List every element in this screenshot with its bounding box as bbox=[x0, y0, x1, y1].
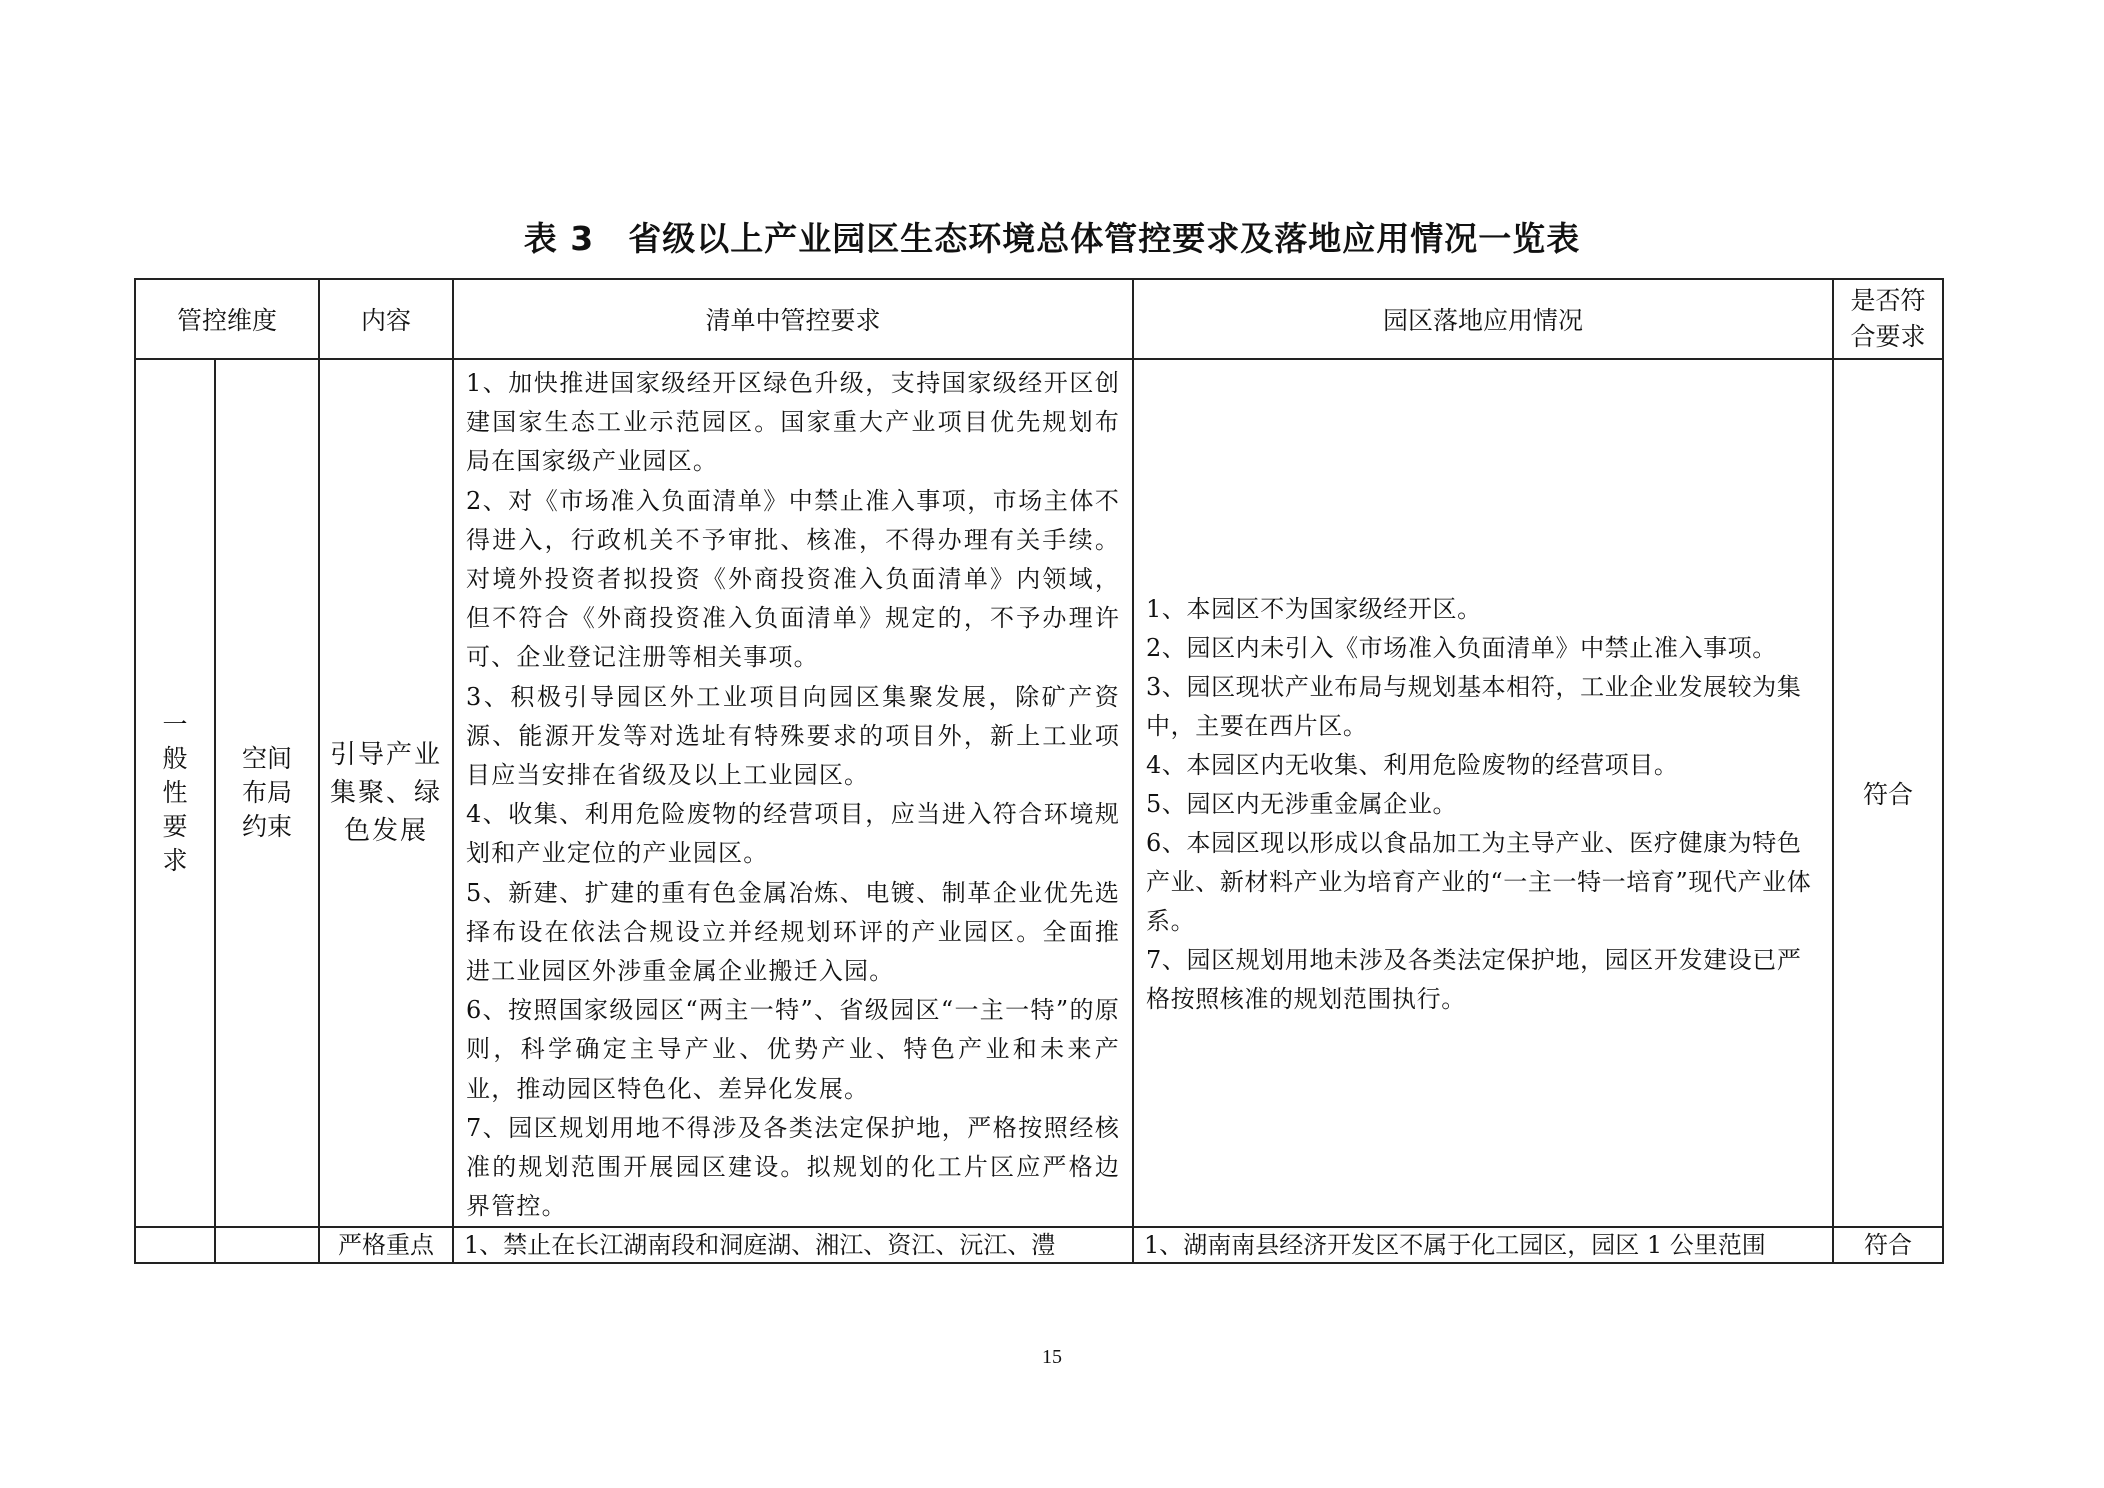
page-number: 15 bbox=[1042, 1346, 1062, 1368]
application-item: 4、本园区内无收集、利用危险废物的经营项目。 bbox=[1146, 751, 1679, 779]
dimension-char: 一 bbox=[162, 710, 188, 740]
header-application: 园区落地应用情况 bbox=[1133, 279, 1833, 359]
requirement-item: 2、对《市场准入负面清单》中禁止准入事项，市场主体不得进入，行政机关不予审批、核准，不得办理有关手续。对境外投资者拟投资《外商投资准入负面清单》内领域，但不符合《外商投资准入负面清单》规定的，不予办理许可、企业登记注册等相关事项。 bbox=[466, 486, 1121, 672]
content-line: 集聚、绿 bbox=[330, 778, 443, 809]
application-cell: 1、湖南南县经济开发区不属于化工园区，园区 1 公里范围 bbox=[1133, 1227, 1833, 1263]
application-item: 7、园区规划用地未涉及各类法定保护地，园区开发建设已严格按照核准的规划范围执行。 bbox=[1146, 946, 1802, 1013]
header-dimension: 管控维度 bbox=[135, 279, 319, 359]
content-line: 色发展 bbox=[344, 816, 429, 847]
requirement-item: 3、积极引导园区外工业项目向园区集聚发展，除矿产资源、能源开发等对选址有特殊要求的项目外，新上工业项目应当安排在省级及以上工业园区。 bbox=[466, 682, 1121, 790]
requirements-cell: 1、禁止在长江湖南段和洞庭湖、湘江、资江、沅江、澧 bbox=[453, 1227, 1133, 1263]
application-item: 2、园区内未引入《市场准入负面清单》中禁止准入事项。 bbox=[1146, 634, 1777, 662]
requirement-item: 4、收集、利用危险废物的经营项目，应当进入符合环境规划和产业定位的产业园区。 bbox=[466, 800, 1121, 868]
application-cell bbox=[1133, 359, 1833, 1227]
application-item: 5、园区内无涉重金属企业。 bbox=[1146, 790, 1458, 818]
application-item: 6、本园区现以形成以食品加工为主导产业、医疗健康为特色产业、新材料产业为培育产业的“一主一特一培育”现代产业体系。 bbox=[1146, 829, 1812, 935]
content-cell bbox=[319, 359, 453, 1227]
table-header-row bbox=[135, 279, 1943, 359]
header-content: 内容 bbox=[319, 279, 453, 359]
application-item: 3、园区现状产业布局与规划基本相符，工业企业发展较为集中，主要在西片区。 bbox=[1146, 673, 1802, 740]
content-line: 引导产业 bbox=[330, 740, 443, 771]
dimension-char: 求 bbox=[162, 846, 188, 876]
table-number: 表 3 bbox=[523, 219, 595, 258]
requirement-item: 5、新建、扩建的重有色金属冶炼、电镀、制革企业优先选择布设在依法合规设立并经规划环评的产业园区。全面推进工业园区外涉重金属企业搬迁入园。 bbox=[466, 878, 1121, 986]
requirements-cell bbox=[453, 359, 1133, 1227]
application-item: 1、本园区不为国家级经开区。 bbox=[1146, 595, 1482, 623]
requirement-item: 6、按照国家级园区“两主一特”、省级园区“一主一特”的原则，科学确定主导产业、优势产业、特色产业和未来产业，推动园区特色化、差异化发展。 bbox=[466, 996, 1121, 1103]
control-requirements-table bbox=[134, 278, 1944, 1264]
page-title bbox=[0, 213, 2104, 260]
header-compliance-line1: 是否符 bbox=[1850, 286, 1926, 315]
compliance-cell: 符合 bbox=[1833, 1227, 1943, 1263]
dimension-line: 布局 bbox=[242, 778, 293, 808]
requirement-item: 1、加快推进国家级经开区绿色升级，支持国家级经开区创建国家生态工业示范园区。国家重大产业项目优先规划布局在国家级产业园区。 bbox=[466, 369, 1121, 476]
content-cell: 严格重点 bbox=[319, 1227, 453, 1263]
dimension-char: 性 bbox=[162, 778, 188, 808]
dimension-char: 要 bbox=[162, 812, 188, 842]
dimension-spatial-cell bbox=[215, 359, 319, 1227]
header-compliance-line2: 合要求 bbox=[1850, 322, 1926, 351]
dimension-general-cell bbox=[135, 359, 215, 1227]
table-title-text: 省级以上产业园区生态环境总体管控要求及落地应用情况一览表 bbox=[628, 219, 1581, 258]
header-compliance bbox=[1833, 279, 1943, 359]
empty-cell bbox=[135, 1227, 215, 1263]
empty-cell bbox=[215, 1227, 319, 1263]
table-row bbox=[135, 359, 1943, 1227]
dimension-line: 约束 bbox=[242, 812, 293, 842]
dimension-line: 空间 bbox=[242, 744, 293, 774]
header-requirements: 清单中管控要求 bbox=[453, 279, 1133, 359]
compliance-cell: 符合 bbox=[1833, 359, 1943, 1227]
table-row bbox=[135, 1227, 1943, 1263]
requirement-item: 7、园区规划用地不得涉及各类法定保护地，严格按照经核准的规划范围开展园区建设。拟规划的化工片区应严格边界管控。 bbox=[466, 1113, 1121, 1221]
dimension-char: 般 bbox=[162, 744, 188, 774]
